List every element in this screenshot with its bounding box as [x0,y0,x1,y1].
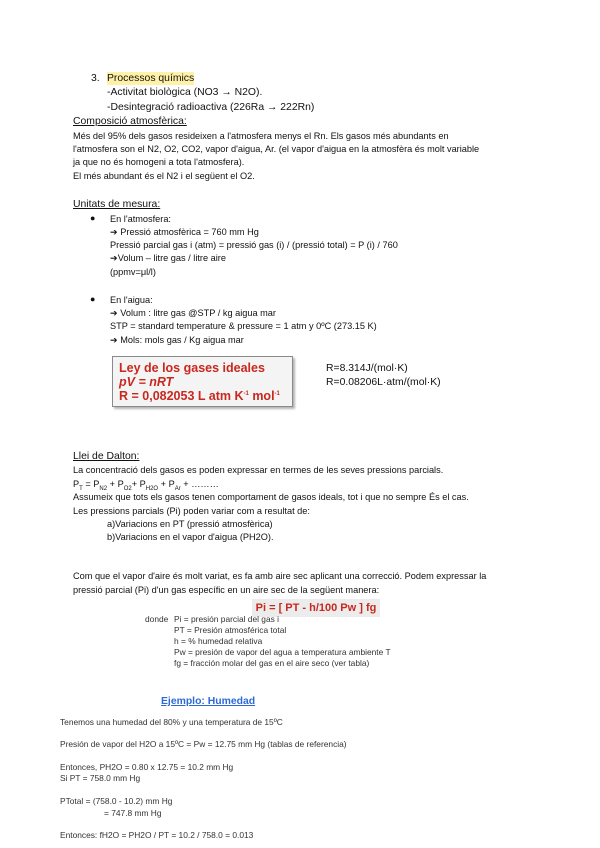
atm-line: ➔ Pressió atmosfèrica = 760 mm Hg [110,227,259,237]
process-item: -Activitat biològica (NO3 → N2O). [107,87,263,98]
process-item: -Desintegració radioactiva (226Ra → 222Rn) [107,102,315,113]
section-number: 3. [91,73,100,84]
definition-line: h = % humedad relativa [174,636,263,646]
ejemplo-line: Tenemos una humedad del 80% y una temperatura de 15ºC [60,717,283,727]
atm-line: (ppmv=μl/l) [110,267,156,277]
partial-pressure-formula: Pi = [ PT - h/100 Pw ] fg [252,599,380,617]
water-line: STP = standard temperature & pressure = 1 atm y 0ºC (273.15 K) [110,321,377,331]
paragraph-line: Més del 95% dels gasos resideixen a l'atmosfera menys el Rn. Els gasos més abundants en [73,131,449,141]
paragraph-line: l'atmosfera son el N2, O2, CO2, vapor d'aigua, Ar. (el vapor d'aigua en la atmosfèra és molt variable [73,144,480,154]
dalton-line: La concentració dels gasos es poden expressar en termes de les seves pressions parcials. [73,465,444,475]
paragraph-line: El més abundant és el N2 i el següent el O2. [73,171,255,181]
dalton-heading: Llei de Dalton: [73,451,140,462]
atm-line: Pressió parcial gas i (atm) = pressió gas (i) / (pressió total) = P (i) / 760 [110,240,398,250]
ejemplo-line: Si PT = 758.0 mm Hg [60,773,141,783]
correccio-line: pressió parcial (Pi) d'un gas específic en un aire sec de la següent manera: [73,585,380,595]
dalton-option: a)Variacions en PT (pressió atmosfèrica) [107,519,273,529]
definition-line: fg = fracción molar del gas en el aire seco (ver tabla) [174,658,370,668]
unitats-heading: Unitats de mesura: [73,199,161,210]
water-line: ➔ Mols: mols gas / Kg aigua mar [110,335,244,345]
dalton-option: b)Variacions en el vapor d'aigua (PH2O). [107,532,274,542]
paragraph-line: ja que no és homogeni a tota l'atmosfera). [73,157,245,167]
section-title: Processos químics [107,73,195,84]
ejemplo-line: Presión de vapor del H2O a 15ºC = Pw = 12.75 mm Hg (tablas de referencia) [60,739,347,749]
bullet-icon: ● [90,213,96,223]
dalton-line: Les pressions parcials (Pi) poden variar com a resultat de: [73,506,310,516]
ejemplo-line: Entonces, PH2O = 0.80 x 12.75 = 10.2 mm Hg [60,762,234,772]
composicio-heading: Composició atmosfèrica: [73,116,187,127]
ejemplo-title: Ejemplo: Humedad [161,696,256,707]
ideal-gas-equation: pV = nRT [119,375,174,389]
definition-line: Pi = presión parcial del gas i [174,614,279,624]
atm-line: ➔Volum – litre gas / litre aire [110,253,226,263]
definition-line: Pw = presión de vapor del agua a temperatura ambiente T [174,647,391,657]
ejemplo-line: PTotal = (758.0 - 10.2) mm Hg [60,796,173,806]
r-value: R=8.314J/(mol·K) [326,363,408,374]
definition-line: PT = Presión atmosférica total [174,625,287,635]
atm-label: En l'atmosfera: [110,214,171,224]
ideal-gas-title: Ley de los gases ideales [119,361,265,375]
correccio-line: Com que el vapor d'aire és molt variat, es fa amb aire sec aplicant una correcció. Podem expressar la [73,571,487,581]
ejemplo-line: = 747.8 mm Hg [104,808,162,818]
ideal-gas-box [112,356,293,407]
donde-label: donde [145,614,169,624]
bullet-icon: ● [90,294,96,304]
dalton-equation: $P_T = P_{N2} + P_{O2}+ P_{H2O} + P_{Ar}$ + ……… [73,479,219,492]
r-value: R=0.08206L·atm/(mol·K) [326,377,441,388]
dalton-line: Assumeix que tots els gasos tenen comportament de gasos ideals, tot i que no sempre És el cas. [73,492,469,502]
ejemplo-line: Entonces: fH2O = PH2O / PT = 10.2 / 758.0 = 0.013 [60,830,254,840]
water-line: ➔ Volum : litre gas @STP / kg aigua mar [110,308,276,318]
gas-constant: R = 0,082053 L atm $K^{-1}$ mol$^{-1}$ [119,389,280,403]
water-label: En l'aigua: [110,295,153,305]
